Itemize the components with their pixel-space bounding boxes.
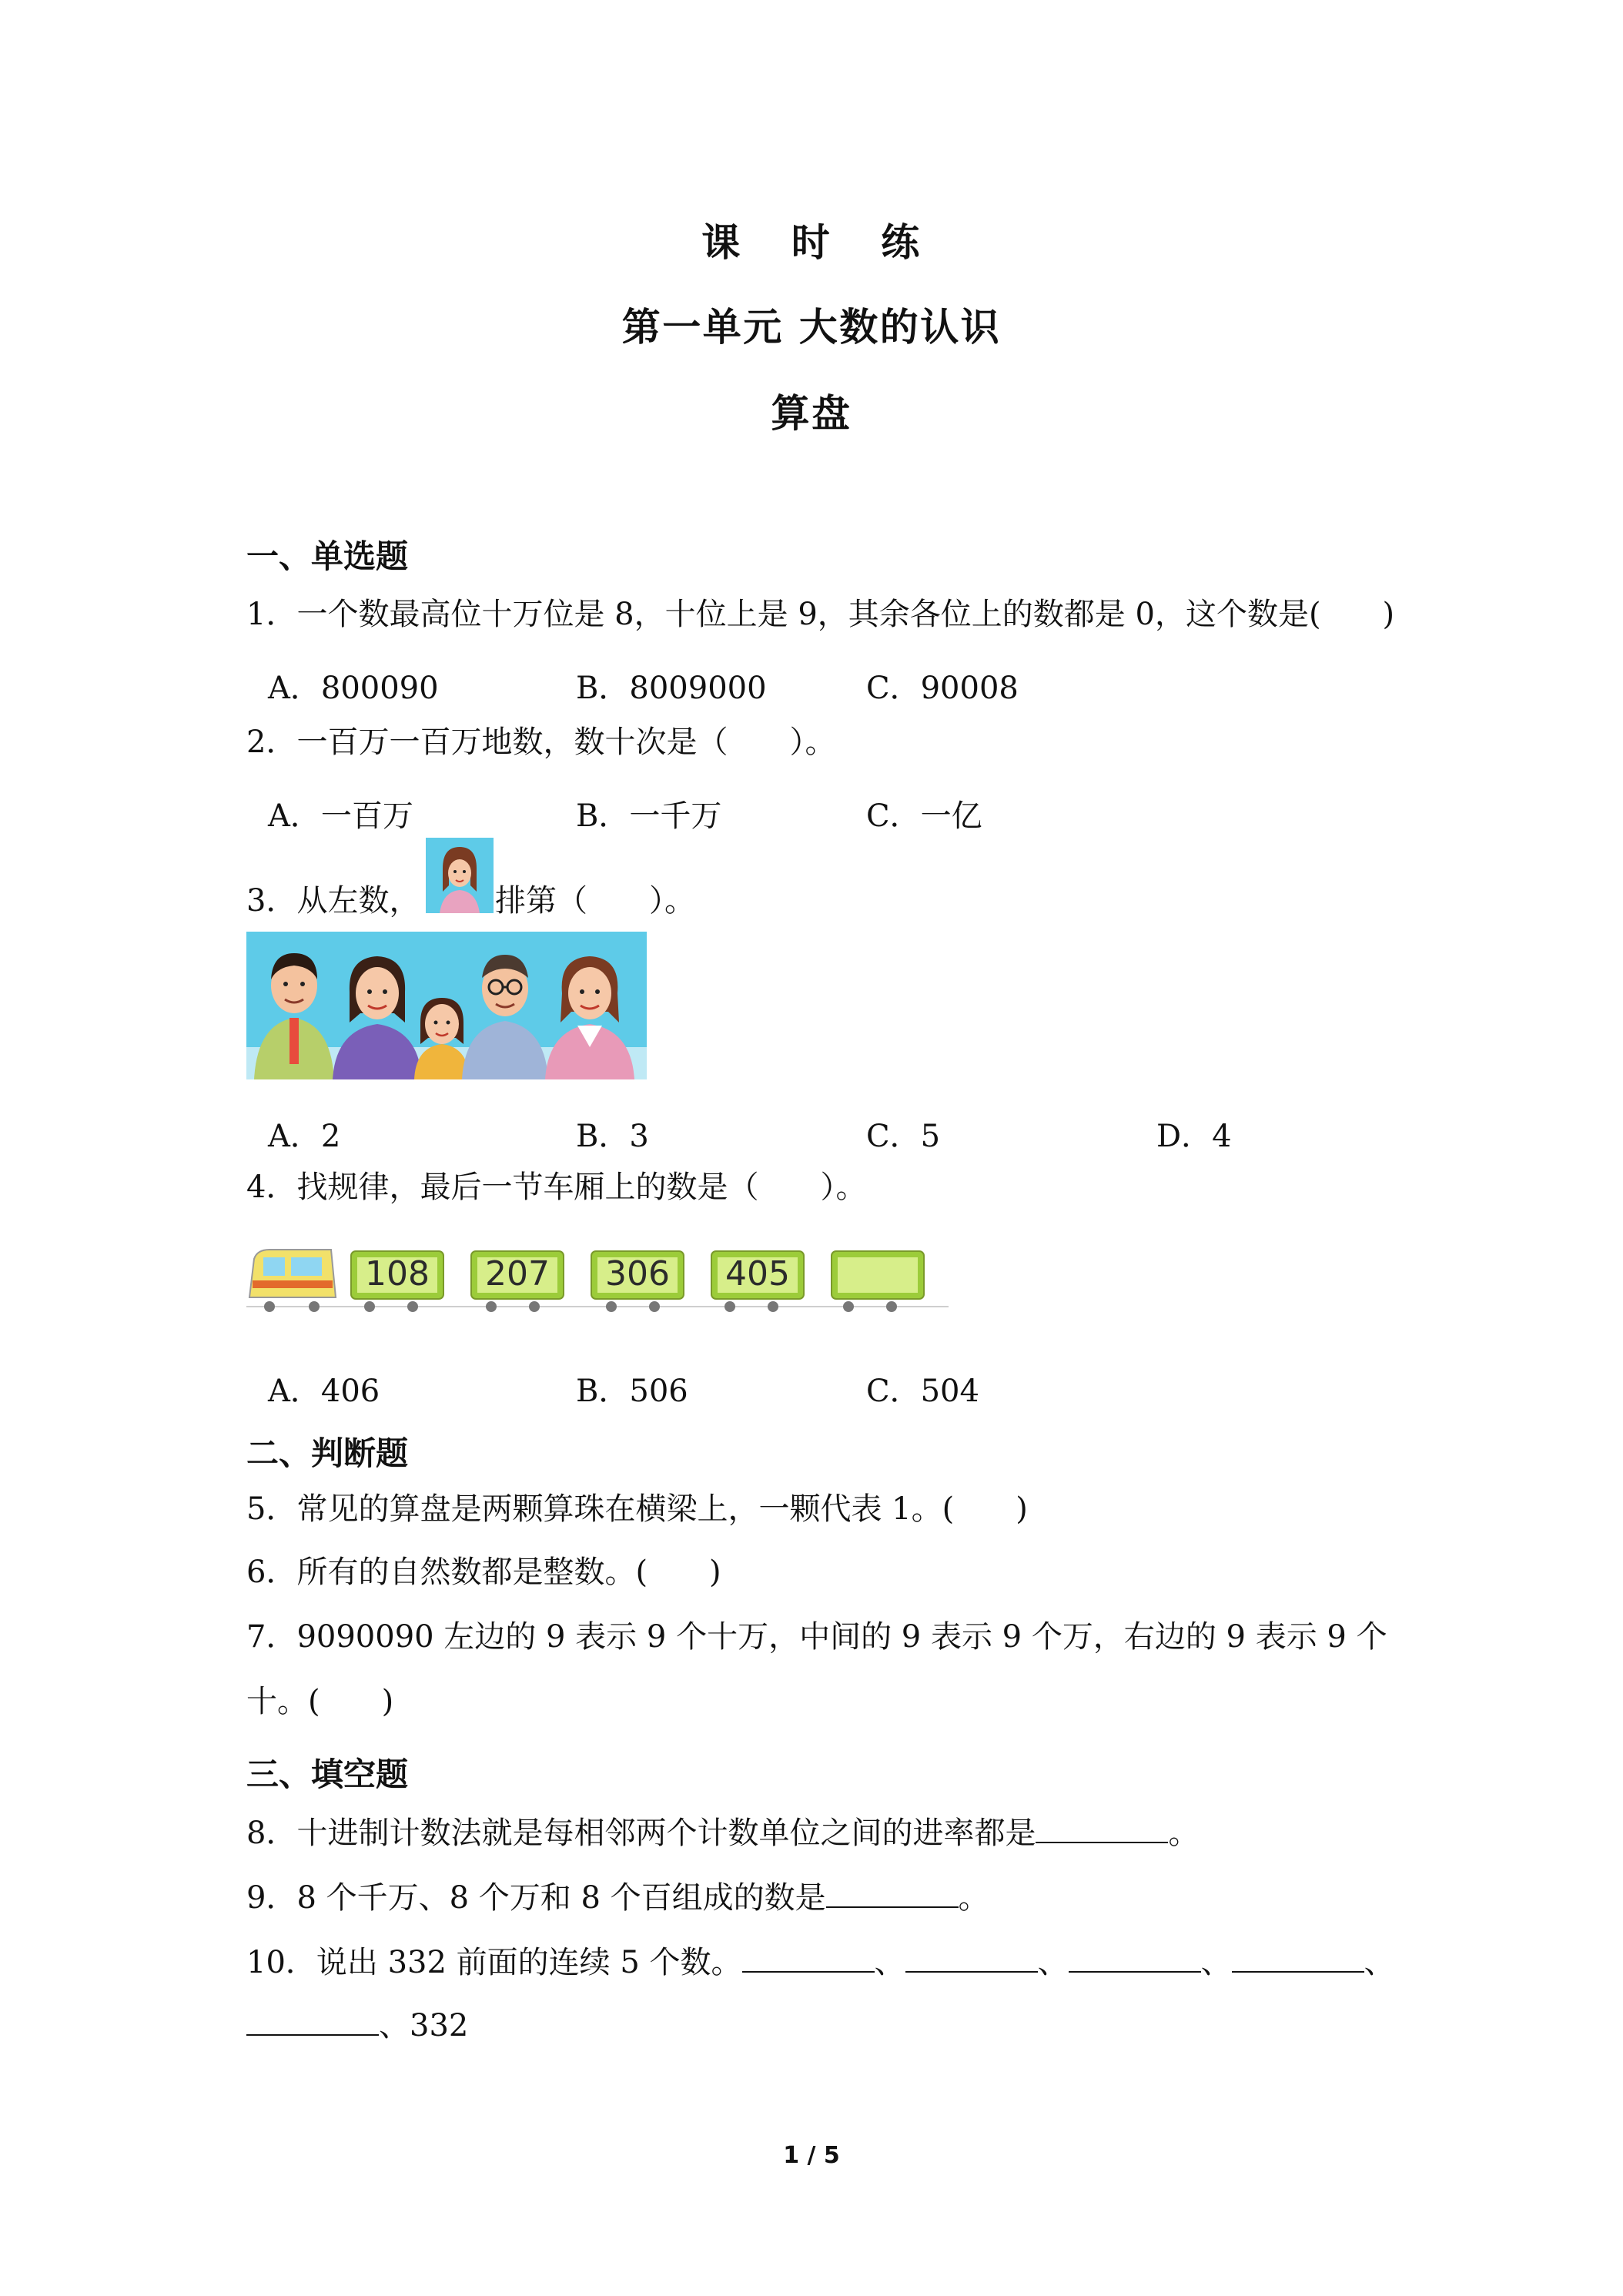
question-7-line-2: 十。( )	[246, 1684, 394, 1719]
q2-option-a: A．一百万	[268, 798, 413, 834]
train-car	[471, 1251, 564, 1299]
q1-option-a: A．800090	[268, 671, 439, 706]
q3-option-d: D．4	[1156, 1119, 1232, 1154]
q8-text: 8．十进制计数法就是每相邻两个计数单位之间的进率都是	[246, 1816, 1036, 1851]
separator: 、	[1200, 1945, 1232, 1980]
train-cars	[351, 1251, 924, 1299]
answer-blank[interactable]	[826, 1879, 959, 1908]
q9-end: 。	[958, 1880, 989, 1916]
question-2: 2．一百万一百万地数，数十次是（ ）。	[246, 725, 836, 760]
train-car-number: 306	[605, 1254, 670, 1294]
q1-option-c: C．90008	[866, 671, 1019, 706]
train-car-number: 108	[365, 1254, 430, 1294]
lesson-title: 算盘	[771, 390, 852, 436]
answer-blank[interactable]	[1036, 1814, 1168, 1843]
family-picture	[246, 932, 647, 1079]
answer-blank[interactable]	[905, 1943, 1038, 1973]
question-8	[246, 1814, 1199, 1849]
question-3-suffix: 排第（ ）。	[495, 883, 695, 919]
q3-option-b: B．3	[576, 1119, 649, 1154]
question-6: 6．所有的自然数都是整数。( )	[246, 1555, 721, 1590]
q3-option-c: C．5	[866, 1119, 941, 1154]
number-train-picture	[246, 1243, 949, 1328]
train-car	[711, 1251, 804, 1299]
section-fill-blank: 三、填空题	[246, 1755, 409, 1793]
q9-text: 9．8 个千万、8 个万和 8 个百组成的数是	[246, 1880, 826, 1916]
train-engine	[249, 1250, 336, 1297]
worksheet-title	[0, 212, 1623, 267]
train-car	[351, 1251, 443, 1299]
train-car-number: 207	[485, 1254, 550, 1294]
girl-figure	[414, 998, 470, 1079]
train-car-number: 405	[725, 1254, 790, 1294]
section-single-choice: 一、单选题	[246, 537, 409, 575]
section-true-false: 二、判断题	[246, 1434, 409, 1472]
title-char: 课	[701, 219, 742, 265]
unit-title: 第一单元 大数的认识	[621, 304, 1002, 350]
q10-end: 、332	[379, 2008, 469, 2043]
question-5: 5．常见的算盘是两颗算珠在横梁上，一颗代表 1。( )	[246, 1491, 1028, 1527]
q4-option-b: B．506	[576, 1374, 688, 1409]
question-3-prefix: 3．从左数，	[246, 883, 420, 919]
title-char: 时	[791, 219, 832, 265]
question-10-line-1	[246, 1943, 1395, 1978]
title-char: 练	[881, 219, 922, 265]
q10-text: 10．说出 332 前面的连续 5 个数。	[246, 1945, 742, 1980]
girl-portrait-icon	[426, 838, 494, 913]
train-car-panel	[838, 1257, 918, 1293]
question-10-line-2	[246, 2006, 468, 2041]
q2-option-b: B．一千万	[576, 798, 722, 834]
answer-blank[interactable]	[1069, 1943, 1201, 1973]
train-car	[832, 1251, 924, 1299]
separator: 、	[1364, 1945, 1395, 1980]
separator: 、	[874, 1945, 905, 1980]
question-4: 4．找规律，最后一节车厢上的数是（ ）。	[246, 1170, 867, 1205]
answer-blank[interactable]	[1232, 1943, 1364, 1973]
q1-option-b: B．8009000	[576, 671, 767, 706]
q3-option-a: A．2	[268, 1119, 341, 1154]
question-7-line-1: 7．9090090 左边的 9 表示 9 个十万，中间的 9 表示 9 个万，右边的 9 表示 9 个	[246, 1619, 1387, 1655]
page-number: 1 / 5	[783, 2142, 840, 2169]
q2-option-c: C．一亿	[866, 798, 982, 834]
answer-blank[interactable]	[742, 1943, 875, 1973]
question-1: 1．一个数最高位十万位是 8，十位上是 9，其余各位上的数都是 0，这个数是( )	[246, 597, 1395, 632]
train-car	[591, 1251, 684, 1299]
q4-option-c: C．504	[866, 1374, 979, 1409]
q8-end: 。	[1168, 1816, 1200, 1851]
answer-blank[interactable]	[246, 2006, 379, 2036]
question-9	[246, 1879, 989, 1916]
separator: 、	[1037, 1945, 1069, 1980]
q4-option-a: A．406	[268, 1374, 380, 1409]
